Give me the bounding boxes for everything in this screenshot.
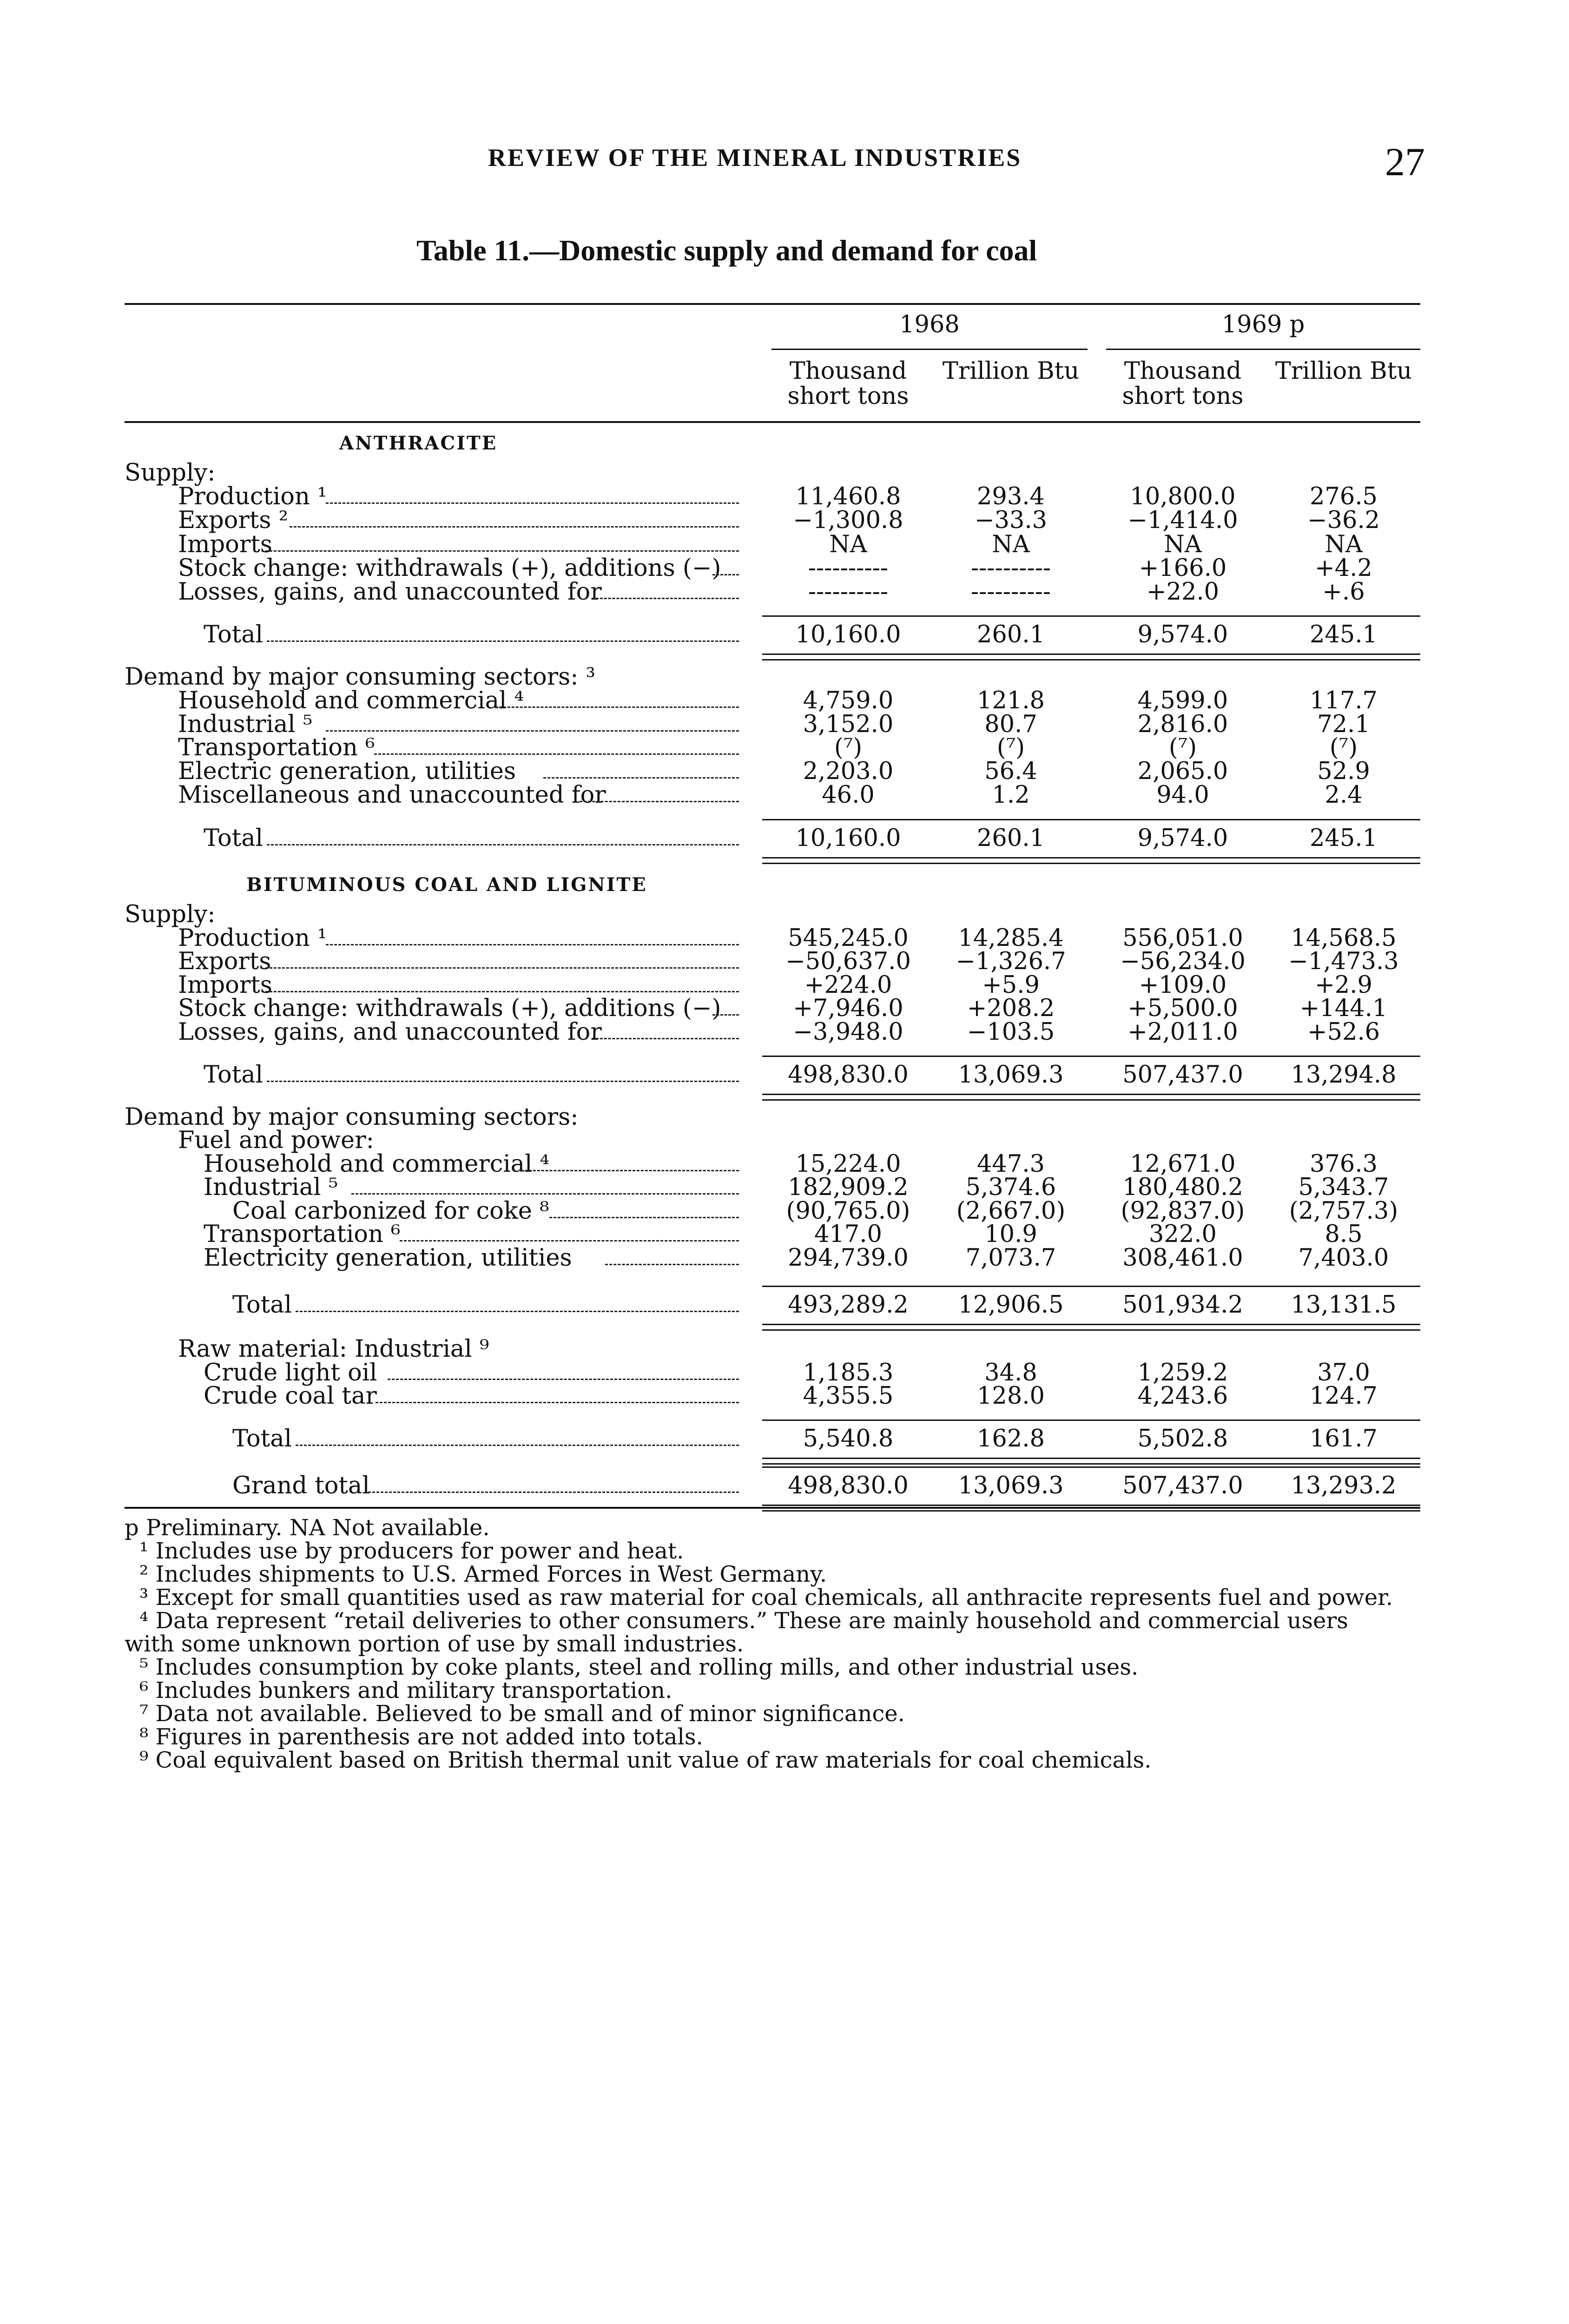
table-cell: 46.0: [822, 781, 875, 809]
total-double-rule: [762, 654, 1420, 655]
table-cell: +2.9: [1315, 971, 1372, 999]
leader-dots: [388, 1379, 739, 1380]
row-label: Transportation ⁶: [178, 734, 375, 761]
table-cell: +.6: [1322, 578, 1365, 606]
total-row-label: Total: [204, 825, 263, 852]
total-double-rule: [762, 1094, 1420, 1095]
leader-dots: [265, 991, 739, 992]
table-cell: +4.2: [1315, 555, 1372, 582]
leader-dots: [290, 526, 739, 528]
row-label: Fuel and power:: [178, 1127, 374, 1154]
table-cell: +2,011.0: [1127, 1018, 1238, 1046]
table-title: Table 11.—Domestic supply and demand for coal: [416, 234, 1037, 267]
table-cell: 498,830.0: [788, 1061, 909, 1089]
leader-dots: [296, 1445, 739, 1446]
table-cell: 182,909.2: [788, 1174, 909, 1201]
table-cell: 80.7: [984, 711, 1037, 738]
table-cell: 293.4: [976, 483, 1045, 510]
row-label: Household and commercial ⁴: [204, 1150, 550, 1178]
table-cell: 507,437.0: [1122, 1472, 1243, 1499]
leader-dots: [543, 777, 739, 779]
footnote: ¹ Includes use by producers for power and heat.: [139, 1538, 684, 1564]
footnote: ⁸ Figures in parenthesis are not added into totals.: [139, 1724, 703, 1750]
table-cell: 4,759.0: [803, 687, 894, 714]
table-cell: 9,574.0: [1137, 825, 1228, 852]
table-cell: 417.0: [814, 1221, 882, 1248]
table-cell: 245.1: [1309, 825, 1378, 852]
table-cell: 556,051.0: [1122, 924, 1243, 952]
footnote: ⁷ Data not available. Believed to be small and of minor significance.: [139, 1701, 905, 1727]
leader-dots: [296, 1311, 739, 1312]
leader-dots: [592, 1038, 739, 1039]
table-cell: 1,259.2: [1137, 1359, 1228, 1386]
total-row-label: Total: [204, 1061, 263, 1089]
table-cell: 447.3: [976, 1150, 1045, 1178]
table-cell: +5,500.0: [1127, 995, 1238, 1022]
unit-header: Thousand short tons: [1122, 357, 1244, 410]
table-cell: 72.1: [1317, 711, 1370, 738]
table-cell: 2,203.0: [803, 758, 894, 785]
table-cell: 5,540.8: [803, 1425, 894, 1452]
table-cell: −103.5: [967, 1018, 1055, 1046]
row-label: Production ¹: [178, 483, 327, 510]
table-cell: −1,300.8: [793, 507, 903, 534]
leader-dots: [549, 1217, 739, 1218]
leader-dots: [521, 1170, 739, 1171]
unit-header: Trillion Btu: [1275, 357, 1412, 385]
table-cell: 5,343.7: [1298, 1174, 1389, 1201]
leader-dots: [265, 967, 739, 969]
table-cell: 52.9: [1317, 758, 1370, 785]
row-label: Transportation ⁶: [204, 1221, 401, 1248]
row-label: Industrial ⁵: [178, 711, 313, 738]
row-label: Demand by major consuming sectors:: [125, 1103, 579, 1131]
table-cell: 94.0: [1156, 781, 1209, 809]
total-double-rule: [762, 1505, 1420, 1506]
row-label: Demand by major consuming sectors: ³: [125, 663, 596, 691]
table-cell: 545,245.0: [788, 924, 909, 952]
table-cell: 260.1: [976, 825, 1045, 852]
year-1969-rule: [1106, 349, 1420, 350]
table-cell: −3,948.0: [793, 1018, 903, 1046]
footnote: ⁵ Includes consumption by coke plants, steel and rolling mills, and other industrial uses.: [139, 1654, 1139, 1680]
row-label: Raw material: Industrial ⁹: [178, 1335, 489, 1363]
table-cell: 4,355.5: [803, 1382, 894, 1410]
total-row-label: Total: [204, 621, 263, 648]
table-cell: 10,160.0: [795, 825, 901, 852]
unit-header: Trillion Btu: [942, 357, 1080, 385]
total-row-label: Total: [232, 1425, 292, 1452]
footnote: ⁴ Data represent “retail deliveries to other consumers.” These are mainly household and commercial users: [139, 1608, 1348, 1634]
table-cell: 7,073.7: [965, 1244, 1056, 1272]
row-label: Production ¹: [178, 924, 327, 952]
total-double-rule: [762, 1099, 1420, 1101]
table-cell: ----------: [808, 578, 889, 606]
table-cell: 13,069.3: [958, 1472, 1064, 1499]
table-cell: 308,461.0: [1122, 1244, 1243, 1272]
table-cell: 4,243.6: [1137, 1382, 1228, 1410]
table-cell: 322.0: [1148, 1221, 1217, 1248]
table-cell: 498,830.0: [788, 1472, 909, 1499]
row-label: Imports: [178, 971, 272, 999]
table-cell: 1,185.3: [803, 1359, 894, 1386]
footnote: ³ Except for small quantities used as raw material for coal chemicals, all anthracite represents fuel and power.: [139, 1585, 1393, 1611]
table-cell: 15,224.0: [795, 1150, 901, 1178]
table-cell: 10,160.0: [795, 621, 901, 648]
table-cell: NA: [1164, 531, 1202, 558]
table-cell: +109.0: [1139, 971, 1227, 999]
leader-dots: [376, 1402, 739, 1403]
table-cell: 11,460.8: [795, 483, 901, 510]
total-rule: [762, 1286, 1420, 1287]
table-cell: 260.1: [976, 621, 1045, 648]
table-cell: 14,568.5: [1291, 924, 1397, 952]
table-cell: 180,480.2: [1122, 1174, 1243, 1201]
table-cell: 376.3: [1309, 1150, 1378, 1178]
year-1968-header: 1968: [899, 311, 960, 338]
table-cell: (⁷): [996, 734, 1025, 761]
table-cell: 124.7: [1309, 1382, 1378, 1410]
table-cell: −36.2: [1307, 507, 1380, 534]
leader-dots: [265, 550, 739, 552]
total-double-rule: [762, 1329, 1420, 1331]
table-cell: 13,293.2: [1291, 1472, 1397, 1499]
total-rule: [762, 615, 1420, 617]
table-cell: (⁷): [1168, 734, 1197, 761]
table-bottom-rule: [125, 1507, 1420, 1509]
row-label: Crude coal tar: [204, 1382, 377, 1410]
footnote: with some unknown portion of use by small industries.: [125, 1631, 744, 1657]
leader-dots: [351, 1193, 739, 1195]
table-cell: 2.4: [1325, 781, 1363, 809]
row-label: Stock change: withdrawals (+), additions (−): [178, 555, 721, 582]
row-label: Losses, gains, and unaccounted for: [178, 1018, 602, 1046]
table-cell: 12,906.5: [958, 1291, 1064, 1319]
row-label: Exports: [178, 948, 271, 975]
table-cell: NA: [1325, 531, 1363, 558]
table-cell: +144.1: [1299, 995, 1388, 1022]
leader-dots: [495, 706, 739, 708]
header-top-rule: [125, 303, 1420, 305]
table-cell: 13,131.5: [1291, 1291, 1397, 1319]
leader-dots: [712, 574, 739, 575]
page-number: 27: [1385, 139, 1425, 184]
leader-dots: [592, 598, 739, 599]
table-cell: 1.2: [992, 781, 1030, 809]
footnote: ² Includes shipments to U.S. Armed Forces in West Germany.: [139, 1561, 827, 1587]
row-label: Coal carbonized for coke ⁸: [232, 1197, 549, 1225]
year-1968-rule: [771, 349, 1088, 350]
table-cell: 9,574.0: [1137, 621, 1228, 648]
total-rule: [762, 1056, 1420, 1057]
table-cell: −1,473.3: [1288, 948, 1399, 975]
table-cell: (2,667.0): [956, 1197, 1066, 1225]
row-label: Supply:: [125, 901, 216, 928]
table-cell: −33.3: [974, 507, 1048, 534]
table-cell: +224.0: [804, 971, 892, 999]
total-double-rule: [762, 1463, 1420, 1465]
table-cell: +5.9: [982, 971, 1040, 999]
row-label: Losses, gains, and unaccounted for: [178, 578, 602, 606]
running-head: REVIEW OF THE MINERAL INDUSTRIES: [488, 144, 1022, 172]
table-cell: +208.2: [967, 995, 1055, 1022]
leader-dots: [374, 753, 739, 755]
row-label: Crude light oil: [204, 1359, 377, 1386]
leader-dots: [400, 1240, 739, 1241]
table-cell: 276.5: [1309, 483, 1378, 510]
table-cell: 3,152.0: [803, 711, 894, 738]
table-cell: 12,671.0: [1130, 1150, 1236, 1178]
table-cell: +7,946.0: [793, 995, 903, 1022]
table-cell: 117.7: [1309, 687, 1378, 714]
table-cell: 162.8: [976, 1425, 1045, 1452]
row-label: Miscellaneous and unaccounted for: [178, 781, 606, 809]
leader-dots: [368, 1492, 739, 1493]
table-cell: −50,637.0: [785, 948, 911, 975]
total-double-rule: [762, 659, 1420, 660]
table-cell: 13,069.3: [958, 1061, 1064, 1089]
total-double-rule: [762, 1458, 1420, 1459]
row-label: Industrial ⁵: [204, 1174, 338, 1201]
table-cell: 493,289.2: [788, 1291, 909, 1319]
table-cell: 8.5: [1325, 1221, 1363, 1248]
table-cell: (⁷): [1329, 734, 1358, 761]
year-1969-header: 1969 p: [1221, 311, 1305, 338]
table-cell: 5,502.8: [1137, 1425, 1228, 1452]
table-cell: (90,765.0): [786, 1197, 910, 1225]
table-cell: 128.0: [976, 1382, 1045, 1410]
table-cell: −1,414.0: [1127, 507, 1238, 534]
table-cell: 56.4: [984, 758, 1037, 785]
table-cell: −1,326.7: [956, 948, 1066, 975]
row-label: Household and commercial ⁴: [178, 687, 524, 714]
leader-dots: [580, 801, 739, 802]
leader-dots: [267, 640, 739, 642]
total-double-rule: [762, 1510, 1420, 1512]
table-cell: 294,739.0: [788, 1244, 909, 1272]
table-cell: +166.0: [1139, 555, 1227, 582]
table-cell: 5,374.6: [965, 1174, 1056, 1201]
table-cell: 7,403.0: [1298, 1244, 1389, 1272]
table-cell: 10.9: [984, 1221, 1037, 1248]
total-rule: [762, 1466, 1420, 1468]
leader-dots: [605, 1264, 739, 1265]
total-row-label: Grand total: [232, 1472, 370, 1499]
table-cell: 161.7: [1309, 1425, 1378, 1452]
leader-dots: [326, 502, 739, 504]
leader-dots: [326, 730, 739, 732]
leader-dots: [267, 1081, 739, 1082]
table-cell: NA: [992, 531, 1030, 558]
table-cell: −56,234.0: [1120, 948, 1246, 975]
table-cell: +22.0: [1146, 578, 1220, 606]
footnote: p Preliminary. NA Not available.: [125, 1515, 490, 1541]
table-cell: (2,757.3): [1289, 1197, 1398, 1225]
table-cell: ----------: [808, 555, 889, 582]
footnote: ⁶ Includes bunkers and military transportation.: [139, 1677, 672, 1703]
table-cell: 37.0: [1317, 1359, 1370, 1386]
total-row-label: Total: [232, 1291, 292, 1319]
header-bottom-rule: [125, 421, 1420, 423]
row-label: Electric generation, utilities: [178, 758, 516, 785]
footnote: ⁹ Coal equivalent based on British thermal unit value of raw materials for coal chemicals.: [139, 1747, 1152, 1773]
table-cell: 2,065.0: [1137, 758, 1228, 785]
unit-header: Thousand short tons: [787, 357, 909, 410]
table-cell: 2,816.0: [1137, 711, 1228, 738]
table-cell: 34.8: [984, 1359, 1037, 1386]
total-rule: [762, 1419, 1420, 1421]
table-cell: (⁷): [834, 734, 863, 761]
table-cell: 4,599.0: [1137, 687, 1228, 714]
table-cell: 10,800.0: [1130, 483, 1236, 510]
row-label: Exports ²: [178, 507, 289, 534]
table-cell: 14,285.4: [958, 924, 1064, 952]
leader-dots: [712, 1014, 739, 1016]
row-label: Electricity generation, utilities: [204, 1244, 572, 1272]
section-heading: BITUMINOUS COAL AND LIGNITE: [246, 874, 647, 896]
row-label: Imports: [178, 531, 272, 558]
table-cell: 501,934.2: [1122, 1291, 1243, 1319]
section-heading: ANTHRACITE: [339, 432, 498, 454]
table-cell: ----------: [970, 555, 1051, 582]
row-label: Supply:: [125, 459, 216, 487]
table-cell: 507,437.0: [1122, 1061, 1243, 1089]
leader-dots: [326, 944, 739, 945]
total-double-rule: [762, 857, 1420, 858]
table-cell: 121.8: [976, 687, 1045, 714]
table-cell: +52.6: [1307, 1018, 1380, 1046]
table-cell: ----------: [970, 578, 1051, 606]
leader-dots: [267, 844, 739, 845]
table-cell: (92,837.0): [1121, 1197, 1245, 1225]
total-double-rule: [762, 1324, 1420, 1325]
row-label: Stock change: withdrawals (+), additions (−): [178, 995, 721, 1022]
table-cell: 13,294.8: [1291, 1061, 1397, 1089]
table-cell: 245.1: [1309, 621, 1378, 648]
table-cell: NA: [829, 531, 867, 558]
total-double-rule: [762, 863, 1420, 864]
total-rule: [762, 819, 1420, 820]
